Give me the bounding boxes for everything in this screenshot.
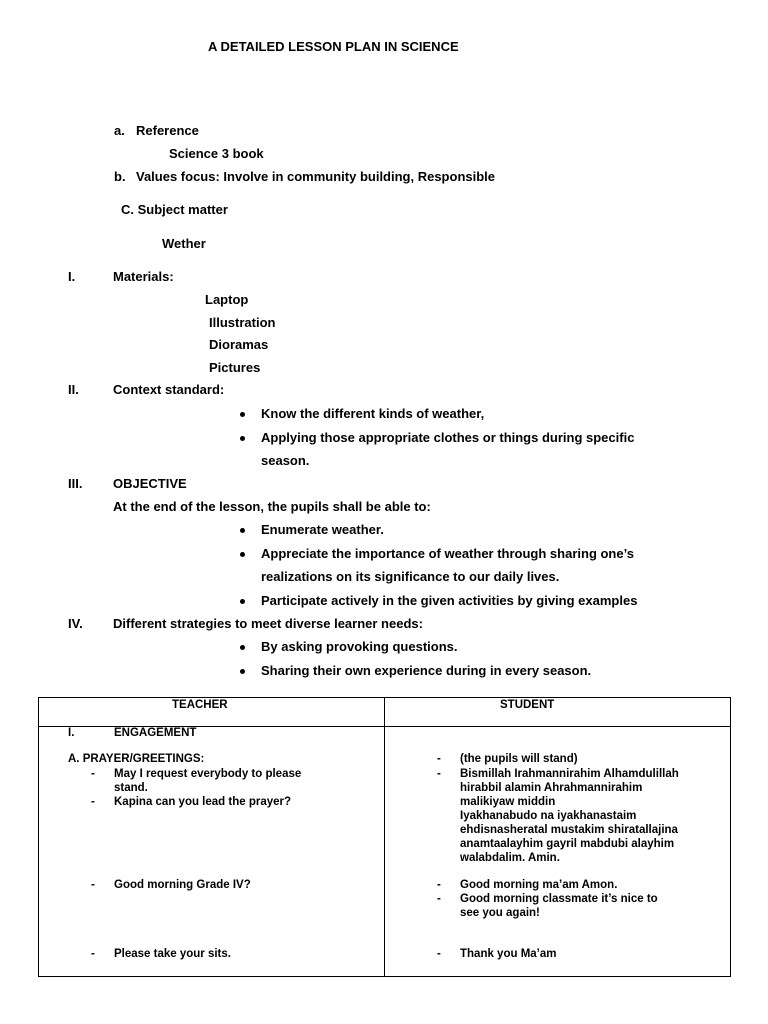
student-line: Thank you Ma’am bbox=[460, 948, 557, 960]
engagement-numeral: I. bbox=[68, 727, 75, 739]
dash-marker: - bbox=[437, 893, 441, 905]
dash-marker: - bbox=[437, 948, 441, 960]
student-prayer-line: malikiyaw middin bbox=[460, 796, 556, 808]
bullet-icon bbox=[240, 436, 245, 441]
material-item: Illustration bbox=[209, 315, 276, 330]
context-bullet-continuation: season. bbox=[261, 453, 310, 468]
teacher-line: Good morning Grade IV? bbox=[114, 879, 251, 891]
lesson-table bbox=[38, 697, 731, 977]
table-header-row bbox=[39, 698, 731, 727]
dash-marker: - bbox=[91, 879, 95, 891]
dash-marker: - bbox=[91, 768, 95, 780]
student-line: Good morning classmate it’s nice to bbox=[460, 893, 658, 905]
material-item: Pictures bbox=[209, 360, 261, 375]
dash-marker: - bbox=[91, 948, 95, 960]
context-bullet: Know the different kinds of weather, bbox=[261, 406, 485, 421]
bullet-icon bbox=[240, 599, 245, 604]
values-marker: b. bbox=[114, 169, 126, 184]
student-prayer-line: Bismillah Irahmannirahim Alhamdulillah bbox=[460, 768, 679, 780]
materials-numeral: I. bbox=[68, 269, 76, 284]
reference-label: Reference bbox=[136, 123, 199, 138]
teacher-header: TEACHER bbox=[172, 699, 228, 711]
objective-bullet: Enumerate weather. bbox=[261, 522, 384, 537]
dash-marker: - bbox=[437, 753, 441, 765]
student-line: Good morning ma’am Amon. bbox=[460, 879, 618, 891]
material-item: Dioramas bbox=[209, 337, 269, 352]
strategy-bullet: By asking provoking questions. bbox=[261, 639, 458, 654]
teacher-line: Please take your sits. bbox=[114, 948, 231, 960]
teacher-line: Kapina can you lead the prayer? bbox=[114, 796, 292, 808]
teacher-cell bbox=[39, 727, 385, 977]
student-header-cell bbox=[385, 698, 731, 727]
bullet-icon bbox=[240, 552, 245, 557]
bullet-icon bbox=[240, 669, 245, 674]
context-numeral: II. bbox=[68, 382, 79, 397]
bullet-icon bbox=[240, 412, 245, 417]
student-cell bbox=[385, 727, 731, 977]
strategy-bullet: Sharing their own experience during in every season. bbox=[261, 663, 592, 678]
objective-bullet: Appreciate the importance of weather through sharing one’s bbox=[261, 546, 634, 561]
context-bullet: Applying those appropriate clothes or things during specific bbox=[261, 430, 635, 445]
student-line: (the pupils will stand) bbox=[460, 753, 578, 765]
materials-label: Materials: bbox=[113, 269, 174, 284]
subject-matter-value: Wether bbox=[162, 236, 206, 251]
subject-matter-label: C. Subject matter bbox=[121, 202, 228, 217]
page-title: A DETAILED LESSON PLAN IN SCIENCE bbox=[208, 39, 459, 54]
strategies-numeral: IV. bbox=[68, 616, 83, 631]
objective-bullet: Participate actively in the given activities by giving examples bbox=[261, 593, 638, 608]
teacher-header-cell bbox=[39, 698, 385, 727]
strategies-label: Different strategies to meet diverse learner needs: bbox=[113, 616, 423, 631]
student-prayer-line: ehdisnasheratal mustakim shiratallajina bbox=[460, 824, 678, 836]
objective-intro: At the end of the lesson, the pupils shall be able to: bbox=[113, 499, 431, 514]
context-label: Context standard: bbox=[113, 382, 225, 397]
bullet-icon bbox=[240, 528, 245, 533]
student-prayer-line: Iyakhanabudo na iyakhanastaim bbox=[460, 810, 637, 822]
bullet-icon bbox=[240, 645, 245, 650]
student-header: STUDENT bbox=[500, 699, 555, 711]
prayer-greetings-label: A. PRAYER/GREETINGS: bbox=[68, 753, 205, 765]
student-prayer-line: walabdalim. Amin. bbox=[460, 852, 560, 864]
objective-numeral: III. bbox=[68, 476, 83, 491]
student-prayer-line: anamtaalayhim gayril mabdubi alayhim bbox=[460, 838, 675, 850]
teacher-line: May I request everybody to please bbox=[114, 768, 302, 780]
objective-bullet-continuation: realizations on its significance to our daily lives. bbox=[261, 569, 560, 584]
material-item: Laptop bbox=[205, 292, 249, 307]
reference-value: Science 3 book bbox=[169, 146, 264, 161]
reference-marker: a. bbox=[114, 123, 125, 138]
student-line-continuation: see you again! bbox=[460, 907, 540, 919]
engagement-label: ENGAGEMENT bbox=[114, 727, 197, 739]
values-focus-text: Values focus: Involve in community building, Responsible bbox=[136, 169, 496, 184]
objective-label: OBJECTIVE bbox=[113, 476, 187, 491]
dash-marker: - bbox=[437, 879, 441, 891]
teacher-line-continuation: stand. bbox=[114, 782, 148, 794]
student-prayer-line: hirabbil alamin Ahrahmannirahim bbox=[460, 782, 643, 794]
dash-marker: - bbox=[437, 768, 441, 780]
dash-marker: - bbox=[91, 796, 95, 808]
table-body-row bbox=[39, 727, 731, 977]
